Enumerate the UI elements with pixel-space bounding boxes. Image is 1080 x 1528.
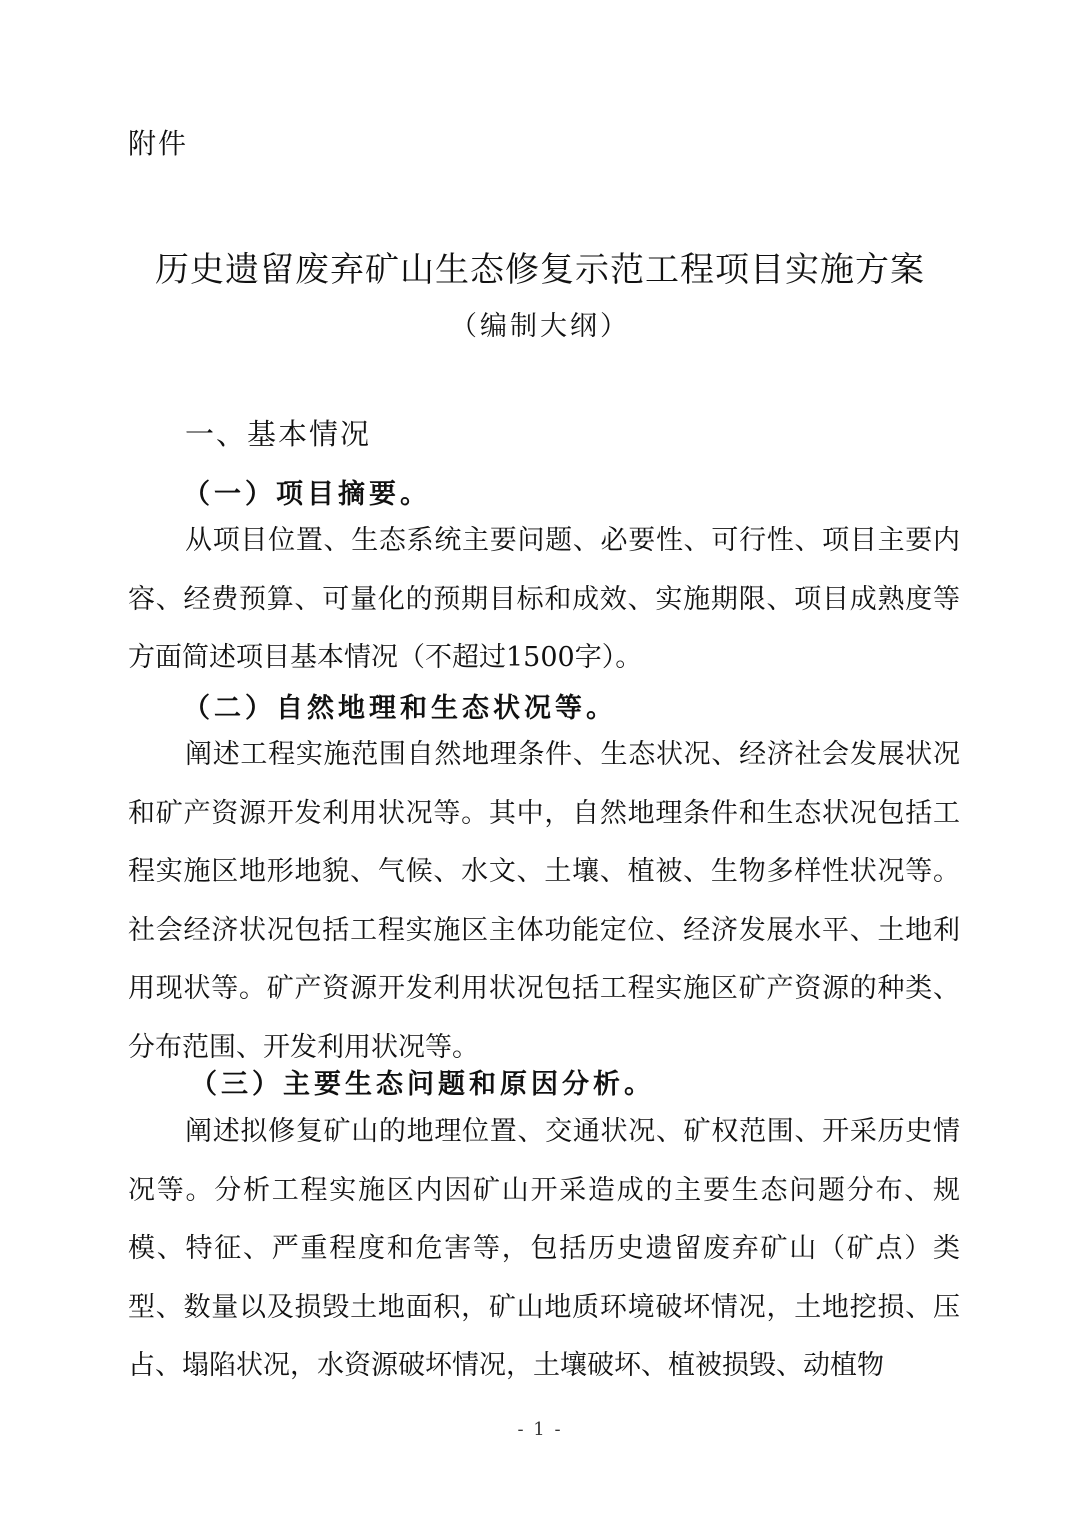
- subsection-heading-summary: （一）项目摘要。: [183, 479, 431, 510]
- attachment-label: 附件: [128, 127, 189, 160]
- document-subtitle: （编制大纲）: [450, 311, 630, 342]
- document-title: 历史遗留废弃矿山生态修复示范工程项目实施方案: [155, 250, 925, 290]
- subsection-heading-geography: （二）自然地理和生态状况等。: [183, 693, 617, 724]
- subsection-heading-problems: （三）主要生态问题和原因分析。: [190, 1069, 655, 1100]
- paragraph-geography: 阐述工程实施范围自然地理条件、生态状况、经济社会发展状况和矿产资源开发利用状况等。其中，自然地理条件和生态状况包括工程实施区地形地貌、气候、水文、土壤、植被、生物多样性状况等。社会经济状况包括工程实施区主体功能定位、经济发展水平、土地利用现状等。矿产资源开发利用状况包括工程实施区矿产资源的种类、分布范围、开发利用状况等。: [128, 739, 960, 1063]
- section-heading-basic-info: 一、基本情况: [185, 417, 372, 451]
- paragraph-summary: 从项目位置、生态系统主要问题、必要性、可行性、项目主要内容、经费预算、可量化的预期目标和成效、实施期限、项目成熟度等方面简述项目基本情况（不超过1500字）。: [128, 525, 960, 674]
- paragraph-problems: 阐述拟修复矿山的地理位置、交通状况、矿权范围、开采历史情况等。分析工程实施区内因矿山开采造成的主要生态问题分布、规模、特征、严重程度和危害等，包括历史遗留废弃矿山（矿点）类型、数量以及损毁土地面积，矿山地质环境破坏情况，土地挖损、压占、塌陷状况，水资源破坏情况，土壤破坏、植被损毁、动植物: [128, 1116, 960, 1382]
- page-number: - 1 -: [517, 1419, 563, 1440]
